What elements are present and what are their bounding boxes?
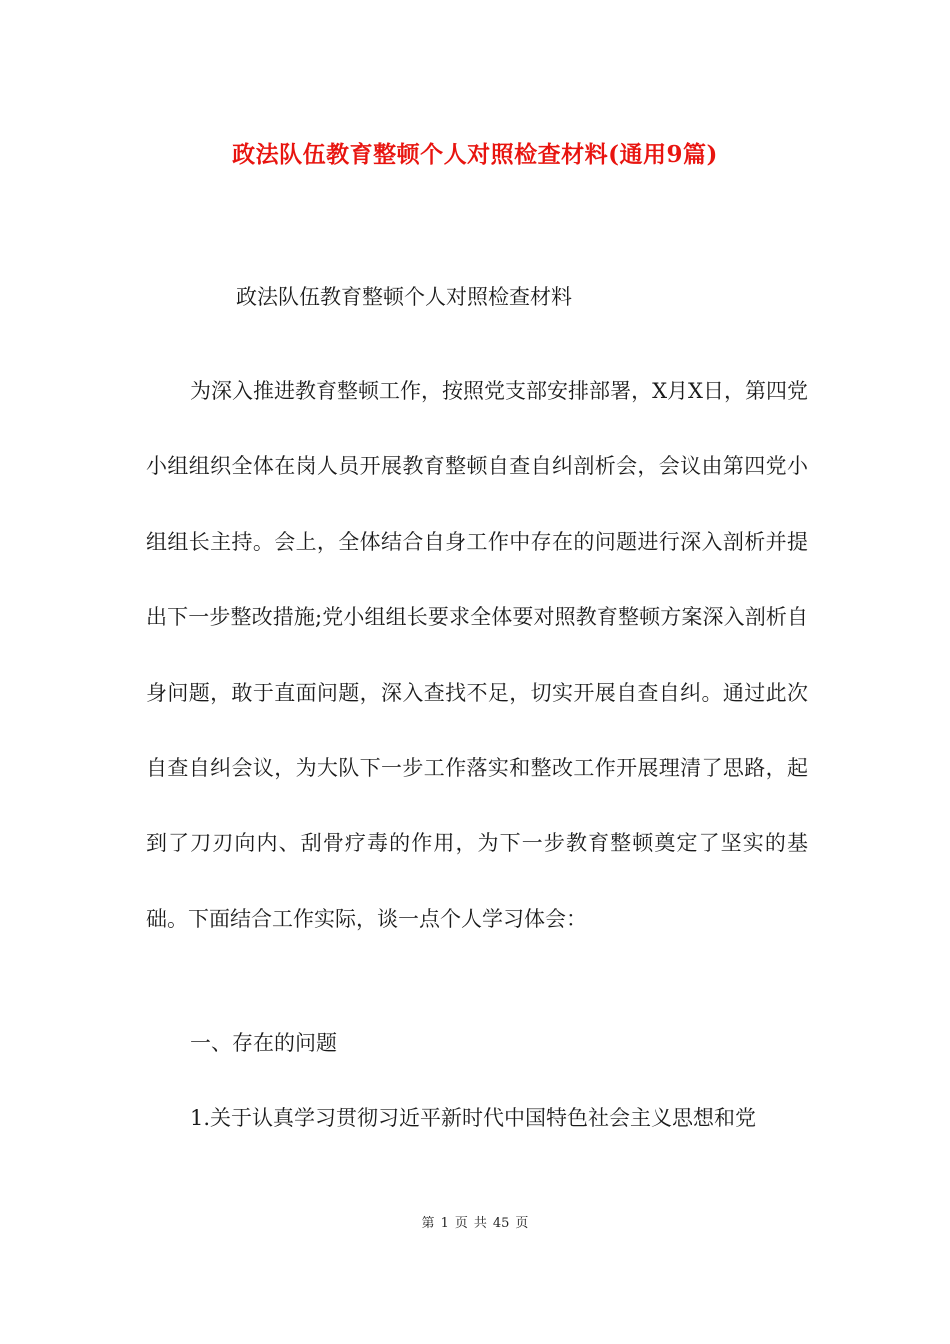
footer-prefix: 第	[421, 1216, 435, 1231]
document-title: 政法队伍教育整顿个人对照检查材料(通用9篇)	[232, 141, 718, 168]
footer-total-pages: 45	[492, 1216, 510, 1231]
list-item: 1.关于认真学习贯彻习近平新时代中国特色社会主义思想和党	[190, 1106, 757, 1130]
section-heading: 一、存在的问题	[190, 1031, 337, 1055]
intro-paragraph: 为深入推进教育整顿工作，按照党支部安排部署，X月X日，第四党小组组织全体在岗人员开展教育整顿自查自纠剖析会，会议由第四党小组组长主持。会上，全体结合自身工作中存在的问题进行深入剖析并提出下一步整改措施;党小组组长要求全体要对照教育整顿方案深入剖析自身问题，敢于直面问题，深入查找不足，切实开展自查自纠。通过此次自查自纠会议，为大队下一步工作落实和整改工作开展理清了思路，起到了刀刃向内、刮骨疗毒的作用，为下一步教育整顿奠定了坚实的基础。下面结合工作实际，谈一点个人学习体会：	[146, 379, 808, 931]
footer-current-page: 1	[440, 1216, 449, 1231]
footer-page-word: 页	[454, 1216, 468, 1231]
footer-suffix: 页	[515, 1216, 529, 1231]
page-footer	[0, 1212, 950, 1231]
footer-total-word: 共	[473, 1216, 487, 1231]
document-subtitle: 政法队伍教育整顿个人对照检查材料	[236, 285, 572, 309]
